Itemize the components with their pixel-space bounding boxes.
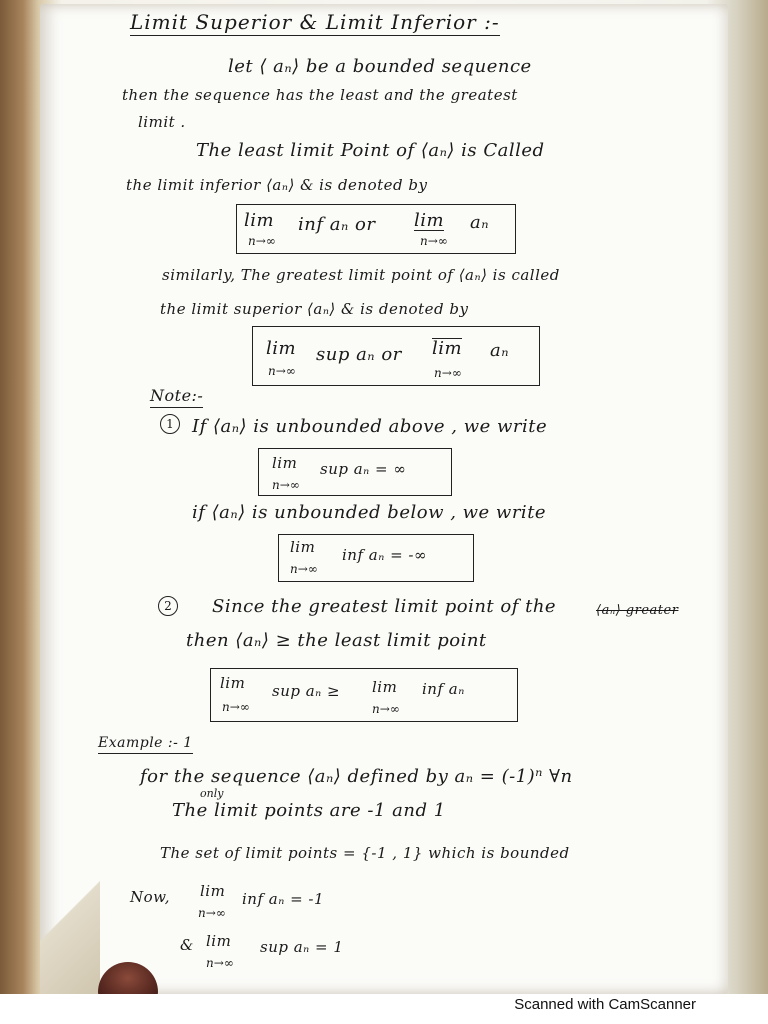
box2-lim: lim [266,338,297,359]
box3-sub: n→∞ [272,478,300,492]
box1-lim: lim [244,210,275,231]
page-fold [40,860,100,1000]
formula-box-sup-ge-inf [210,668,518,722]
now-sub: n→∞ [198,906,226,920]
example-only: only [200,787,224,800]
and-sub: n→∞ [206,956,234,970]
box5-lim2: lim [372,678,398,696]
box5-sub: n→∞ [222,700,250,714]
superior-def-line-1: similarly, The greatest limit point of ⟨aₙ⟩ is called [162,266,560,284]
box2-sub2: n→∞ [434,366,462,380]
example-line-2: The limit points are -1 and 1 [172,800,446,821]
note-2-line-1: Since the greatest limit point of the [212,596,557,617]
box2-sub: n→∞ [268,364,296,378]
box1-lim-under: lim [414,210,445,231]
note-2-line-2: then ⟨aₙ⟩ ≥ the least limit point [186,630,487,651]
now-label: Now, [130,888,170,906]
box4-lim: lim [290,538,316,556]
box2-expr: sup aₙ or [316,344,402,365]
and-label: & [180,936,194,954]
example-line-1: for the sequence ⟨aₙ⟩ defined by aₙ = (-1)ⁿ ∀n [140,766,573,787]
now-expr: inf aₙ = -1 [242,890,325,908]
box2-lim-over: lim [432,338,463,359]
example-line-3: The set of limit points = {-1 , 1} which is bounded [160,844,570,862]
box5-sub2: n→∞ [372,702,400,716]
box5-lim: lim [220,674,246,692]
box3-expr: sup aₙ = ∞ [320,460,407,478]
note-marker-2: 2 [158,596,178,616]
box5-expr2: inf aₙ [422,680,465,698]
intro-line-2: then the sequence has the least and the greatest [122,86,518,104]
inferior-def-line-1: The least limit Point of ⟨aₙ⟩ is Called [196,140,545,161]
note-1-text: If ⟨aₙ⟩ is unbounded above , we write [192,416,548,437]
box5-expr: sup aₙ ≥ [272,682,341,700]
superior-def-line-2: the limit superior ⟨aₙ⟩ & is denoted by [160,300,469,318]
note-label: Note:- [150,388,203,408]
note-1b-text: if ⟨aₙ⟩ is unbounded below , we write [192,502,547,523]
example-label: Example :- 1 [98,736,193,754]
box3-lim: lim [272,454,298,472]
inferior-def-line-2: the limit inferior ⟨aₙ⟩ & is denoted by [126,176,428,194]
and-lim: lim [206,932,232,950]
box4-sub: n→∞ [290,562,318,576]
box1-sub2: n→∞ [420,234,448,248]
box1-expr: inf aₙ or [298,214,376,235]
intro-line-3: limit . [138,113,186,131]
now-lim: lim [200,882,226,900]
box1-an: aₙ [470,212,490,233]
intro-line-1: let ⟨ aₙ⟩ be a bounded sequence [228,56,532,77]
and-expr: sup aₙ = 1 [260,938,344,956]
box4-expr: inf aₙ = -∞ [342,546,427,564]
box1-sub: n→∞ [248,234,276,248]
box2-an: aₙ [490,340,510,361]
note-marker-1: 1 [160,414,180,434]
footer-bar [0,994,768,1024]
note-2-strikethrough: ⟨aₙ⟩ greater [596,603,679,618]
camscanner-watermark: Scanned with CamScanner [514,996,696,1013]
page-title: Limit Superior & Limit Inferior :- [130,10,500,34]
